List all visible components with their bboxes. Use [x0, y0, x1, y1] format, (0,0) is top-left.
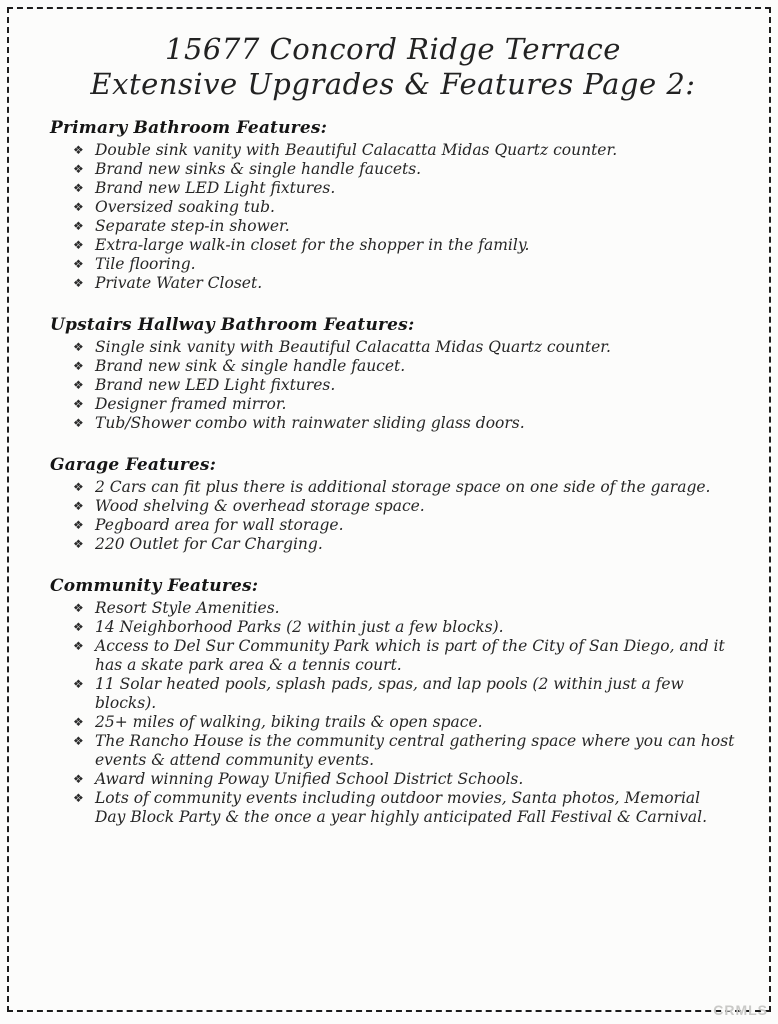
diamond-bullet-icon: ❖: [73, 142, 84, 157]
feature-list: [50, 338, 736, 433]
diamond-bullet-icon: ❖: [73, 536, 84, 551]
feature-item: [73, 338, 736, 357]
section-heading: Primary Bathroom Features:: [50, 117, 328, 138]
feature-item: [73, 141, 736, 160]
diamond-bullet-icon: ❖: [73, 790, 84, 805]
feature-list: [50, 141, 736, 293]
feature-item: [73, 395, 736, 414]
diamond-bullet-icon: ❖: [73, 733, 84, 748]
feature-item-text: 25+ miles of walking, biking trails & open space.: [95, 712, 483, 731]
section-heading: Community Features:: [50, 575, 259, 596]
feature-item: [73, 274, 736, 293]
feature-item: [73, 376, 736, 395]
feature-item: [73, 236, 736, 255]
feature-item-text: 11 Solar heated pools, splash pads, spas, and lap pools (2 within just a few blocks).: [95, 674, 689, 712]
diamond-bullet-icon: ❖: [73, 218, 84, 233]
feature-item-text: The Rancho House is the community central gathering space where you can host events & attend community events.: [95, 731, 740, 769]
diamond-bullet-icon: ❖: [73, 638, 84, 653]
section-heading: Upstairs Hallway Bathroom Features:: [50, 314, 415, 335]
feature-item: [73, 414, 736, 433]
feature-item-text: Tile flooring.: [95, 254, 196, 273]
feature-item: [73, 789, 736, 827]
feature-item-text: Designer framed mirror.: [95, 394, 287, 413]
feature-item-text: Brand new LED Light fixtures.: [95, 178, 336, 197]
feature-item: [73, 713, 736, 732]
feature-item-text: Lots of community events including outdoor movies, Santa photos, Memorial Day Block Party & the once a year highly anticipated Fall Festival & Carnival.: [95, 788, 708, 826]
feature-item-text: Tub/Shower combo with rainwater sliding glass doors.: [95, 413, 525, 432]
feature-item: [73, 770, 736, 789]
feature-item-text: Brand new sink & single handle faucet.: [95, 356, 406, 375]
diamond-bullet-icon: ❖: [73, 180, 84, 195]
feature-item-text: Award winning Poway Unified School District Schools.: [95, 769, 524, 788]
diamond-bullet-icon: ❖: [73, 619, 84, 634]
feature-item: [73, 198, 736, 217]
diamond-bullet-icon: ❖: [73, 237, 84, 252]
diamond-bullet-icon: ❖: [73, 275, 84, 290]
feature-item: [73, 497, 736, 516]
feature-item-text: Extra-large walk-in closet for the shopper in the family.: [95, 235, 530, 254]
feature-list: [50, 478, 736, 554]
diamond-bullet-icon: ❖: [73, 377, 84, 392]
diamond-bullet-icon: ❖: [73, 396, 84, 411]
feature-item-text: Wood shelving & overhead storage space.: [95, 496, 425, 515]
feature-list: [50, 598, 740, 827]
feature-item-text: Single sink vanity with Beautiful Calacatta Midas Quartz counter.: [95, 337, 611, 356]
feature-item: [73, 637, 736, 675]
feature-item-text: Resort Style Amenities.: [95, 598, 280, 617]
diamond-bullet-icon: ❖: [73, 256, 84, 271]
feature-item-text: 2 Cars can fit plus there is additional storage space on one side of the garage.: [95, 477, 711, 496]
diamond-bullet-icon: ❖: [73, 676, 84, 691]
diamond-bullet-icon: ❖: [73, 714, 84, 729]
feature-item-text: Pegboard area for wall storage.: [95, 515, 344, 534]
feature-item-text: Brand new LED Light fixtures.: [95, 375, 336, 394]
diamond-bullet-icon: ❖: [73, 161, 84, 176]
diamond-bullet-icon: ❖: [73, 517, 84, 532]
feature-item: [73, 478, 736, 497]
title-address: 15677 Concord Ridge Terrace: [165, 32, 621, 66]
feature-item: [73, 217, 736, 236]
feature-item: [73, 357, 736, 376]
feature-item-text: Access to Del Sur Community Park which is part of the City of San Diego, and it has a skate park area & a tennis court.: [95, 636, 730, 674]
section-primary-bathroom: [50, 118, 736, 293]
diamond-bullet-icon: ❖: [73, 415, 84, 430]
feature-item: [73, 675, 736, 713]
diamond-bullet-icon: ❖: [73, 771, 84, 786]
diamond-bullet-icon: ❖: [73, 358, 84, 373]
feature-item-text: 14 Neighborhood Parks (2 within just a few blocks).: [95, 617, 504, 636]
feature-item-text: Double sink vanity with Beautiful Calacatta Midas Quartz counter.: [95, 140, 618, 159]
section-garage: [50, 455, 736, 554]
feature-item: [73, 618, 736, 637]
diamond-bullet-icon: ❖: [73, 339, 84, 354]
feature-item: [73, 535, 736, 554]
feature-item: [73, 255, 736, 274]
feature-item-text: 220 Outlet for Car Charging.: [95, 534, 323, 553]
diamond-bullet-icon: ❖: [73, 498, 84, 513]
feature-item-text: Oversized soaking tub.: [95, 197, 275, 216]
title-subtitle: Extensive Upgrades & Features Page 2:: [90, 66, 696, 101]
feature-item: [73, 160, 736, 179]
feature-item: [73, 516, 736, 535]
crmls-watermark: CRMLS: [713, 1002, 768, 1018]
feature-item-text: Separate step-in shower.: [95, 216, 290, 235]
diamond-bullet-icon: ❖: [73, 600, 84, 615]
section-community: [50, 575, 740, 827]
feature-item: [73, 599, 736, 618]
feature-item-text: Private Water Closet.: [95, 273, 263, 292]
section-heading: Garage Features:: [50, 454, 217, 475]
feature-item-text: Brand new sinks & single handle faucets.: [95, 159, 422, 178]
section-upstairs-hallway-bathroom: [50, 315, 736, 433]
feature-item: [73, 731, 740, 770]
diamond-bullet-icon: ❖: [73, 479, 84, 494]
document-title: [50, 32, 736, 102]
diamond-bullet-icon: ❖: [73, 199, 84, 214]
feature-item: [73, 179, 736, 198]
